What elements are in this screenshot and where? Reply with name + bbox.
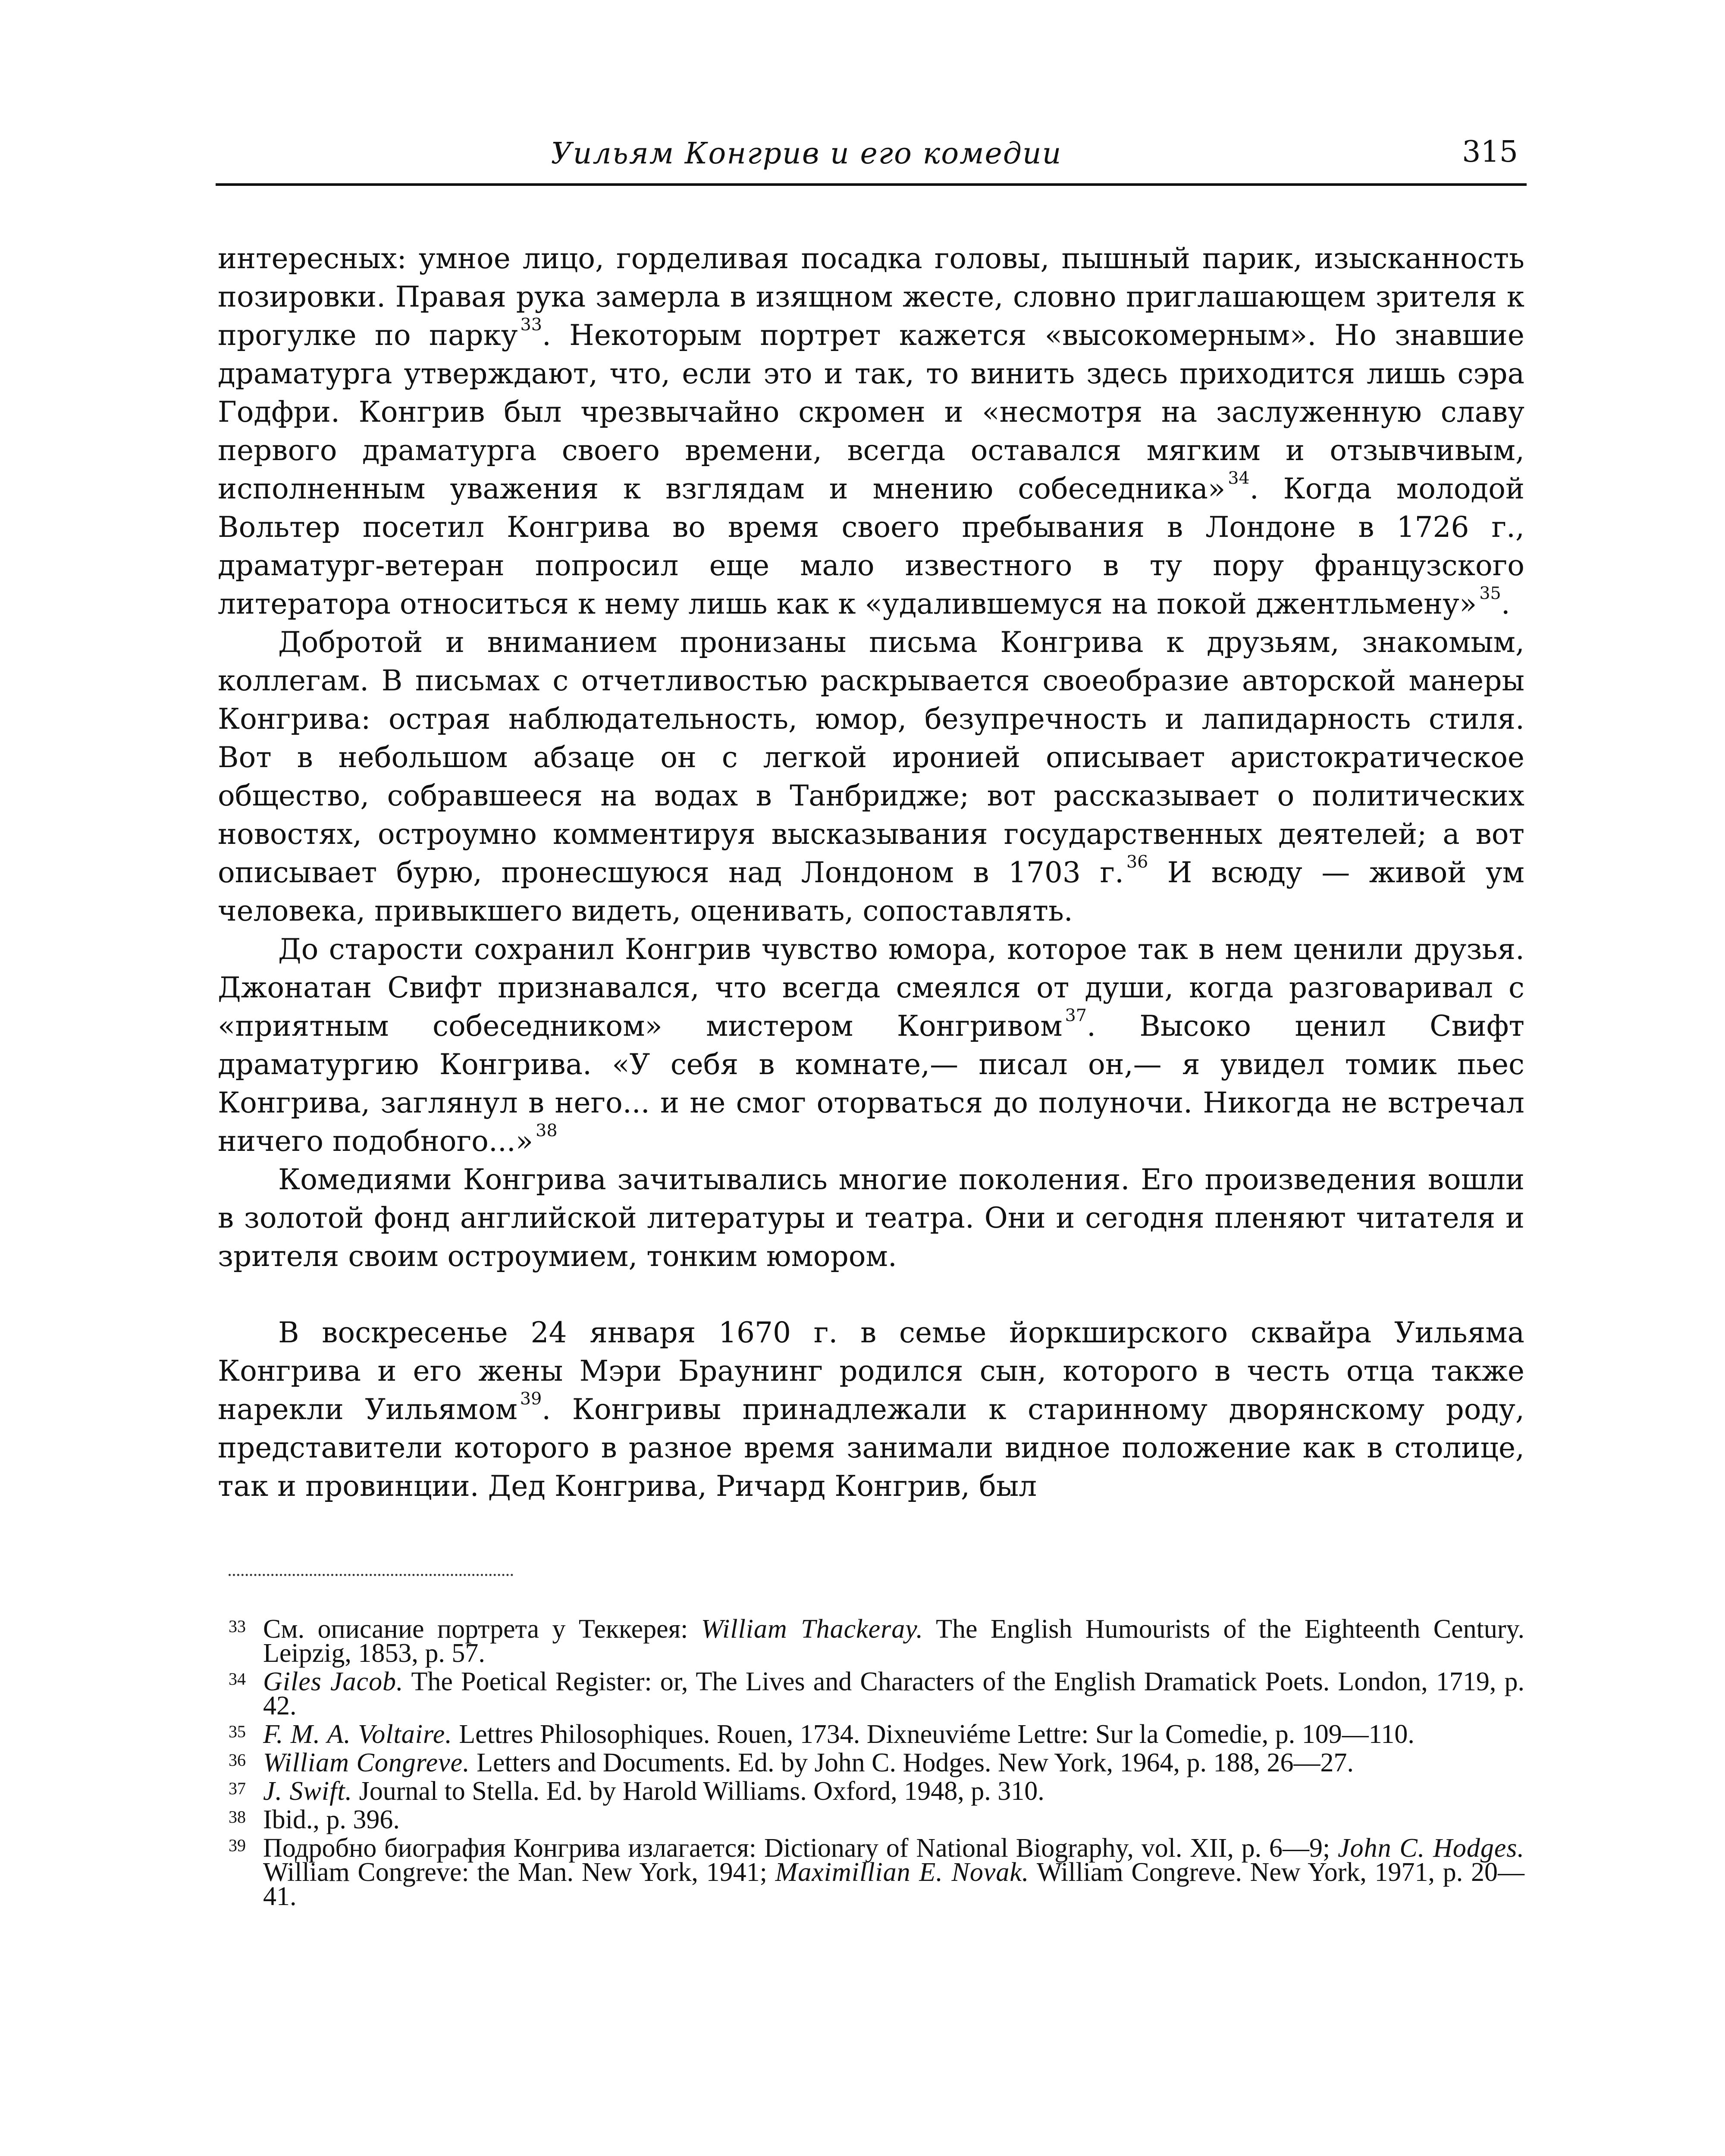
footnote-ref: 39 bbox=[520, 1389, 542, 1409]
footnotes bbox=[218, 1614, 1525, 1913]
footnote-author: Giles Jacob. bbox=[263, 1667, 404, 1696]
footnote-number: 39 bbox=[229, 1836, 246, 1855]
paragraph-text: В воскресенье 24 января 1670 г. в семье йоркширского сквайра Уильяма Конгрива и его жены Мэри Браунинг родился сын, которого в честь отца также нарекли Уильямом bbox=[218, 1316, 1524, 1426]
footnote-number: 38 bbox=[229, 1807, 246, 1827]
footnote-text: Lettres Philosophiques. Rouen, 1734. Dixneuviéme Lettre: Sur la Comedie, p. 109—110. bbox=[452, 1720, 1414, 1749]
footnote bbox=[218, 1667, 1524, 1720]
footnote-number: 35 bbox=[229, 1722, 246, 1741]
footnote-number: 36 bbox=[229, 1750, 246, 1770]
paragraph bbox=[218, 1160, 1524, 1275]
footnote-ref: 34 bbox=[1228, 468, 1250, 489]
main-text bbox=[218, 239, 1524, 1505]
footnote bbox=[218, 1748, 1524, 1777]
footnote-author: J. Swift. bbox=[263, 1777, 353, 1806]
paragraph bbox=[218, 623, 1524, 930]
footnote-text: The Poetical Register: or, The Lives and Characters of the English Dramatick Poets. London, 1719, p. 42. bbox=[263, 1667, 1524, 1720]
footnote-ref: 36 bbox=[1126, 852, 1148, 872]
paragraph-text: И всюду — живой ум человека, привыкшего видеть, оценивать, сопоставлять. bbox=[218, 856, 1525, 928]
page-header bbox=[216, 123, 1527, 186]
footnote-text: William Congreve: the Man. New York, 1941; bbox=[263, 1858, 775, 1887]
footnote-text: Letters and Documents. Ed. by John C. Hodges. New York, 1964, p. 188, 26—27. bbox=[470, 1748, 1354, 1777]
footnote-author: William Congreve. bbox=[263, 1748, 470, 1777]
footnote-text: Journal to Stella. Ed. by Harold Williams. Oxford, 1948, p. 310. bbox=[352, 1777, 1044, 1806]
paragraph-text: Добротой и вниманием пронизаны письма Конгрива к друзьям, знакомым, коллегам. В письмах с отчетливостью раскрывается своеобразие авторской манеры Конгрива: острая наблюдательность, юмор, безупречность и лапидарность стиля. Вот в небольшом абзаце он с легкой иронией описывает аристократическое общество, собравшееся на водах в Танбридже; вот рассказывает о политических новостях, остроумно комментируя высказывания государственных деятелей; а вот описывает бурю, пронесшуюся над Лондоном в 1703 г. bbox=[218, 626, 1524, 889]
paragraph bbox=[218, 239, 1524, 623]
footnote-number: 34 bbox=[229, 1669, 246, 1689]
footnote-ref: 35 bbox=[1479, 583, 1501, 604]
footnote bbox=[218, 1720, 1524, 1749]
paragraph-text: . bbox=[1501, 587, 1510, 620]
paragraph-text: . Конгривы принадлежали к старинному дворянскому роду, представители которого в разное время занимали видное положение как в столице, так и провинции. Дед Конгрива, Ричард Конгрив, был bbox=[218, 1393, 1524, 1503]
running-title: Уильям Конгрив и его комедии bbox=[551, 137, 1062, 171]
paragraph-text: . Высоко ценил Свифт драматургию Конгрива. «У себя в комнате,— писал он,— я увидел томик пьес Конгрива, заглянул в него... и не смог оторваться до полуночи. Никогда не встречал ничего подобного...» bbox=[218, 1009, 1524, 1158]
paragraph-text: . Некоторым портрет кажется «высокомерным». Но знавшие драматурга утверждают, что, если это и так, то винить здесь приходится лишь сэра Годфри. Конгрив был чрезвычайно скромен и «несмотря на заслуженную славу первого драматурга своего времени, всегда оставался мягким и отзывчивым, исполненным уважения к взглядам и мнению собеседника» bbox=[218, 319, 1524, 505]
paragraph bbox=[218, 930, 1524, 1160]
footnote-text: Подробно биография Конгрива излагается: Dictionary of National Biography, vol. XII, p. 6—9; bbox=[263, 1833, 1338, 1863]
footnote-author: John C. Hodges. bbox=[1338, 1833, 1525, 1863]
paragraph bbox=[218, 1313, 1524, 1505]
paragraph-text: Комедиями Конгрива зачитывались многие поколения. Его произведения вошли в золотой фонд английской литературы и театра. Они и сегодня пленяют читателя и зрителя своим остроумием, тонким юмором. bbox=[218, 1163, 1524, 1273]
footnote bbox=[218, 1777, 1524, 1806]
footnote bbox=[218, 1614, 1524, 1668]
footnote bbox=[218, 1833, 1525, 1911]
footnote-text: Ibid., p. 396. bbox=[263, 1805, 400, 1834]
footnote-number: 33 bbox=[229, 1617, 246, 1636]
footnote-author: William Thackeray. bbox=[701, 1614, 923, 1644]
paragraph-text: интересных: умное лицо, горделивая посадка головы, пышный парик, изысканность позировки. Правая рука замерла в изящном жесте, словно приглашающем зрителя к прогулке по парку bbox=[218, 242, 1524, 352]
footnote bbox=[218, 1805, 1524, 1834]
footnote-ref: 37 bbox=[1065, 1006, 1087, 1026]
footnote-separator bbox=[229, 1574, 513, 1576]
footnote-number: 37 bbox=[229, 1779, 246, 1798]
footnote-text: The English Humourists of the Eighteenth Century. Leipzig, 1853, p. 57. bbox=[263, 1614, 1524, 1668]
footnote-ref: 38 bbox=[536, 1121, 558, 1141]
paragraph-text: До старости сохранил Конгрив чувство юмора, которое так в нем ценили друзья. Джонатан Свифт признавался, что всегда смеялся от души, когда разговаривал с «приятным собеседником» мистером Конгривом bbox=[218, 933, 1524, 1043]
footnote-author: Maximillian E. Novak. bbox=[775, 1858, 1029, 1887]
footnote-ref: 33 bbox=[520, 315, 542, 335]
page-number: 315 bbox=[1462, 135, 1518, 169]
footnote-text: См. описание портрета у Теккерея: bbox=[263, 1614, 701, 1644]
footnote-text: William Congreve. New York, 1971, p. 20—41. bbox=[263, 1858, 1524, 1911]
footnote-author: F. M. A. Voltaire. bbox=[263, 1720, 452, 1749]
paragraph-text: . Когда молодой Вольтер посетил Конгрива во время своего пребывания в Лондоне в 1726 г., драматург-ветеран попросил еще мало известного в ту пору французского литератора относиться к нему лишь как к «удалившемуся на покой джентльмену» bbox=[218, 472, 1524, 620]
